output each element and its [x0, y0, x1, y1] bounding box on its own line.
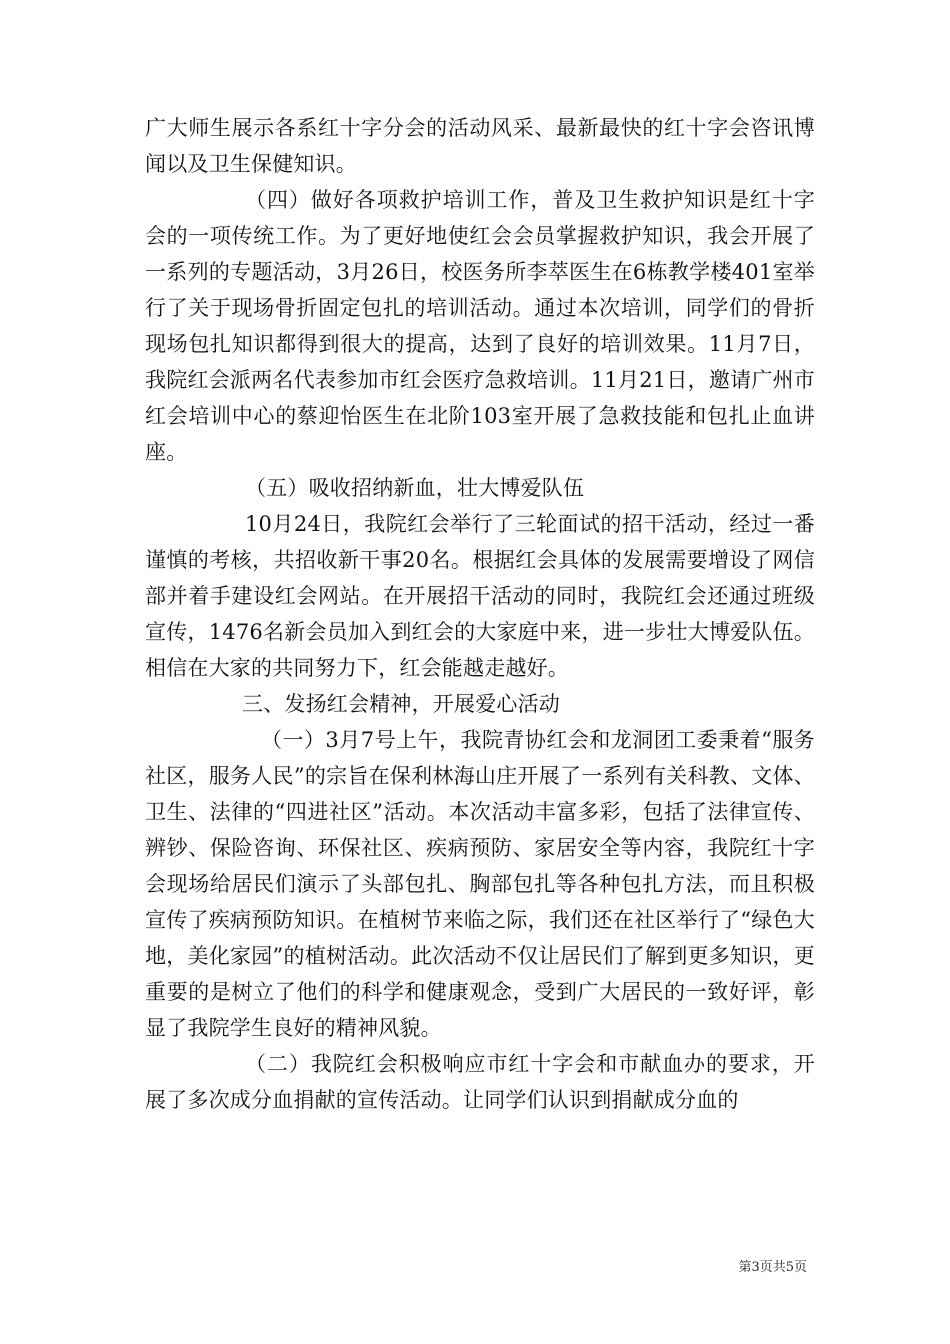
paragraph-rescue-training: （四）做好各项救护培训工作，普及卫生救护知识是红十字会的一项传统工作。为了更好地使红会会员掌握救护知识，我会开展了一系列的专题活动，3月26日，校医务所李萃医生在6栋教学楼401室举行了关于现场骨折固定包扎的培训活动。通过本次培训，同学们的骨折现场包扎知识都得到很大的提高，达到了良好的培训效果。11月7日，我院红会派两名代表参加市红会医疗急救培训。11月21日，邀请广州市红会培训中心的蔡迎怡医生在北阶103室开展了急救技能和包扎止血讲座。	[145, 188, 815, 464]
document-body	[145, 110, 815, 1118]
paragraph-recruitment-heading: （五）吸收招纳新血，壮大博爱队伍	[245, 476, 585, 500]
page-number: 第3页共5页	[738, 1260, 807, 1275]
paragraph-blood-donation: （二）我院红会积极响应市红十字会和市献血办的要求，开展了多次成分血捐献的宣传活动。让同学们认识到捐献成分血的	[145, 1052, 815, 1112]
section-heading-love-activities: 三、发扬红会精神，开展爱心活动	[242, 692, 560, 716]
paragraph-continuation: 广大师生展示各系红十字分会的活动风采、最新最快的红十字会咨讯博闻以及卫生保健知识。	[145, 116, 815, 176]
paragraph-community-activity: （一）3月7号上午，我院青协红会和龙洞团工委秉着“服务社区，服务人民”的宗旨在保利林海山庄开展了一系列有关科教、文体、卫生、法律的“四进社区”活动。本次活动丰富多彩，包括了法律宣传、辨钞、保险咨询、环保社区、疾病预防、家居安全等内容，我院红十字会现场给居民们演示了头部包扎、胸部包扎等各种包扎方法，而且积极宣传了疾病预防知识。在植树节来临之际，我们还在社区举行了“绿色大地，美化家园”的植树活动。此次活动不仅让居民们了解到更多知识，更重要的是树立了他们的科学和健康观念，受到广大居民的一致好评，彰显了我院学生良好的精神风貌。	[145, 728, 815, 1040]
paragraph-recruitment: 10月24日，我院红会举行了三轮面试的招干活动，经过一番谨慎的考核，共招收新干事20名。根据红会具体的发展需要增设了网信部并着手建设红会网站。在开展招干活动的同时，我院红会还通过班级宣传，1476名新会员加入到红会的大家庭中来，进一步壮大博爱队伍。相信在大家的共同努力下，红会能越走越好。	[145, 512, 815, 680]
